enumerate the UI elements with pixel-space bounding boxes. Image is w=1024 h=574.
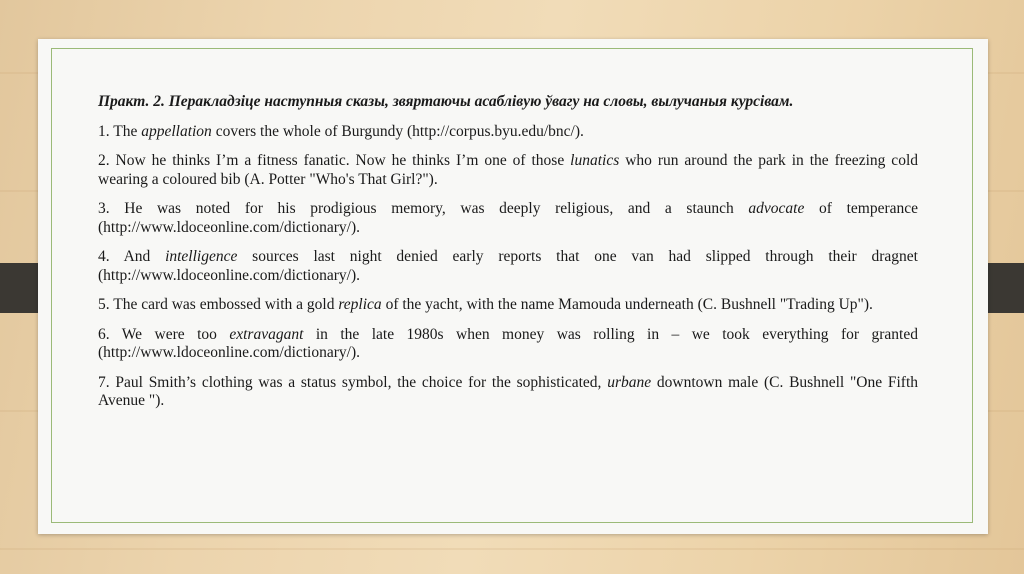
sentence-text: who run around the park in the freezing cold wearing a coloured bib (A. Potter "Who's That Girl?"). <box>98 152 918 188</box>
sentence-3 <box>98 200 918 237</box>
sentence-text: 1. The <box>98 122 138 140</box>
slide-card <box>38 39 988 534</box>
sentence-text: covers the whole of Burgundy (http://corpus.byu.edu/bnc/). <box>215 122 584 140</box>
sentence-text: 2. Now he thinks I’m a fitness fanatic. Now he thinks I’m one of those <box>98 152 565 169</box>
sentence-text: in the late 1980s when money was rolling in – we took everything for granted (http://www.ldoceonline.com/dictionary/). <box>98 325 918 361</box>
sentence-2 <box>98 152 918 189</box>
slide-content <box>98 93 918 422</box>
sentence-text: 3. He was noted for his prodigious memory, was deeply religious, and a staunch <box>98 200 734 217</box>
sentence-text: 5. The card was embossed with a gold <box>98 296 335 313</box>
sentence-1 <box>98 123 918 142</box>
sentence-text: 7. Paul Smith’s clothing was a status symbol, the choice for the sophisticated, <box>98 373 602 391</box>
keyword-italic: intelligence <box>165 248 238 265</box>
sentence-text: 4. And <box>98 248 151 265</box>
keyword-italic: extravagant <box>229 325 304 343</box>
keyword-italic: lunatics <box>570 152 620 169</box>
task-heading: Практ. 2. Перакладзіце наступныя сказы, звяртаючы асаблівую ўвагу на словы, вылучаныя курсівам. <box>98 93 794 110</box>
wood-grain <box>0 548 1024 550</box>
sentence-5 <box>98 296 918 315</box>
sentence-text: downtown male (C. Bushnell "One Fifth Avenue "). <box>98 373 919 409</box>
sentence-text: of the yacht, with the name Mamouda underneath (C. Bushnell "Trading Up"). <box>385 296 873 313</box>
sentence-6 <box>98 326 918 363</box>
keyword-italic: advocate <box>748 200 805 217</box>
sentence-7 <box>98 374 918 411</box>
keyword-italic: appellation <box>141 122 212 140</box>
sentence-text: 6. We were too <box>98 325 217 343</box>
keyword-italic: urbane <box>607 373 652 391</box>
sentence-text: sources last night denied early reports that one van had slipped through their dragnet (http://www.ldoceonline.com/dictionary/). <box>98 248 918 284</box>
sentence-4 <box>98 248 918 285</box>
sentence-text: of temperance (http://www.ldoceonline.com/dictionary/). <box>98 200 919 236</box>
keyword-italic: replica <box>338 296 382 313</box>
